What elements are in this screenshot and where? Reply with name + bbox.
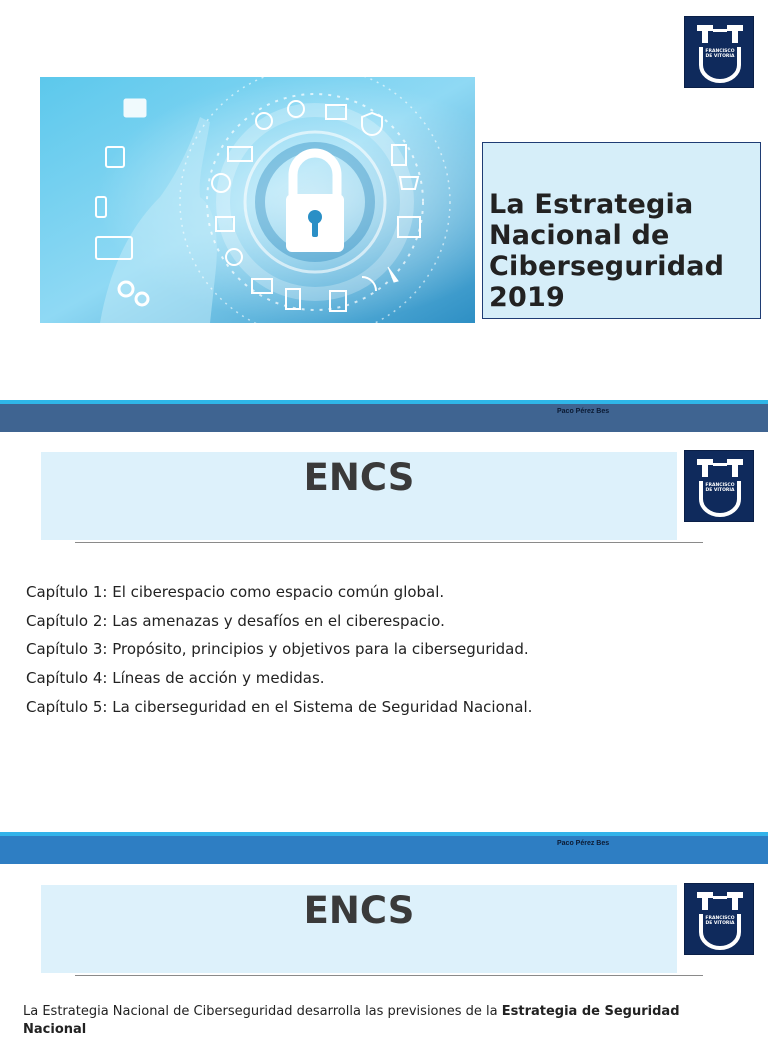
- slide-overview: [0, 864, 768, 1037]
- cybersecurity-hero-image: [40, 77, 475, 323]
- chapter-item: Capítulo 5: La ciberseguridad en el Sistema de Seguridad Nacional.: [26, 697, 533, 716]
- slide-title: [0, 0, 768, 432]
- paragraph-bold-text: Estrategia de Seguridad Nacional: [23, 1004, 680, 1037]
- chapter-item: Capítulo 3: Propósito, principios y objetivos para la ciberseguridad.: [26, 640, 529, 659]
- paragraph-text: La Estrategia Nacional de Ciberseguridad desarrolla las previsiones de la: [23, 1004, 502, 1019]
- title-box: [482, 142, 761, 319]
- svg-text:FRANCISCO: FRANCISCO: [705, 483, 735, 488]
- overview-paragraph: [23, 1003, 743, 1039]
- encs-header-band: [41, 452, 677, 540]
- svg-text:DE VITORIA: DE VITORIA: [705, 54, 735, 59]
- footer-author: Paco Pérez Bes: [557, 840, 610, 847]
- footer-author: Paco Pérez Bes: [557, 408, 610, 415]
- svg-text:FRANCISCO: FRANCISCO: [705, 916, 735, 921]
- footer-bar: [0, 400, 768, 432]
- divider-line: [75, 542, 703, 543]
- svg-text:DE VITORIA: DE VITORIA: [705, 921, 735, 926]
- ufv-emblem-icon: [685, 884, 755, 956]
- chapter-item: Capítulo 4: Líneas de acción y medidas.: [26, 669, 325, 688]
- ufv-emblem-icon: [685, 451, 755, 523]
- footer-band: [0, 404, 768, 432]
- svg-text:FRANCISCO: FRANCISCO: [705, 49, 735, 54]
- divider-line: [75, 975, 703, 976]
- slide-chapters: [0, 432, 768, 864]
- footer-bar: [0, 832, 768, 864]
- university-logo: [684, 883, 754, 955]
- university-logo: [684, 450, 754, 522]
- chapter-item: Capítulo 2: Las amenazas y desafíos en el ciberespacio.: [26, 611, 445, 630]
- presentation-title: La Estrategia Nacional de Ciberseguridad 2019: [489, 189, 725, 313]
- ufv-emblem-icon: [685, 17, 755, 89]
- university-logo: [684, 16, 754, 88]
- chapter-item: Capítulo 1: El ciberespacio como espacio común global.: [26, 583, 445, 601]
- chapter-list: [26, 578, 532, 722]
- slide-heading: ENCS: [303, 456, 415, 499]
- slide-heading: ENCS: [303, 889, 415, 932]
- encs-header-band: [41, 885, 677, 973]
- svg-text:DE VITORIA: DE VITORIA: [705, 488, 735, 493]
- footer-band: [0, 836, 768, 864]
